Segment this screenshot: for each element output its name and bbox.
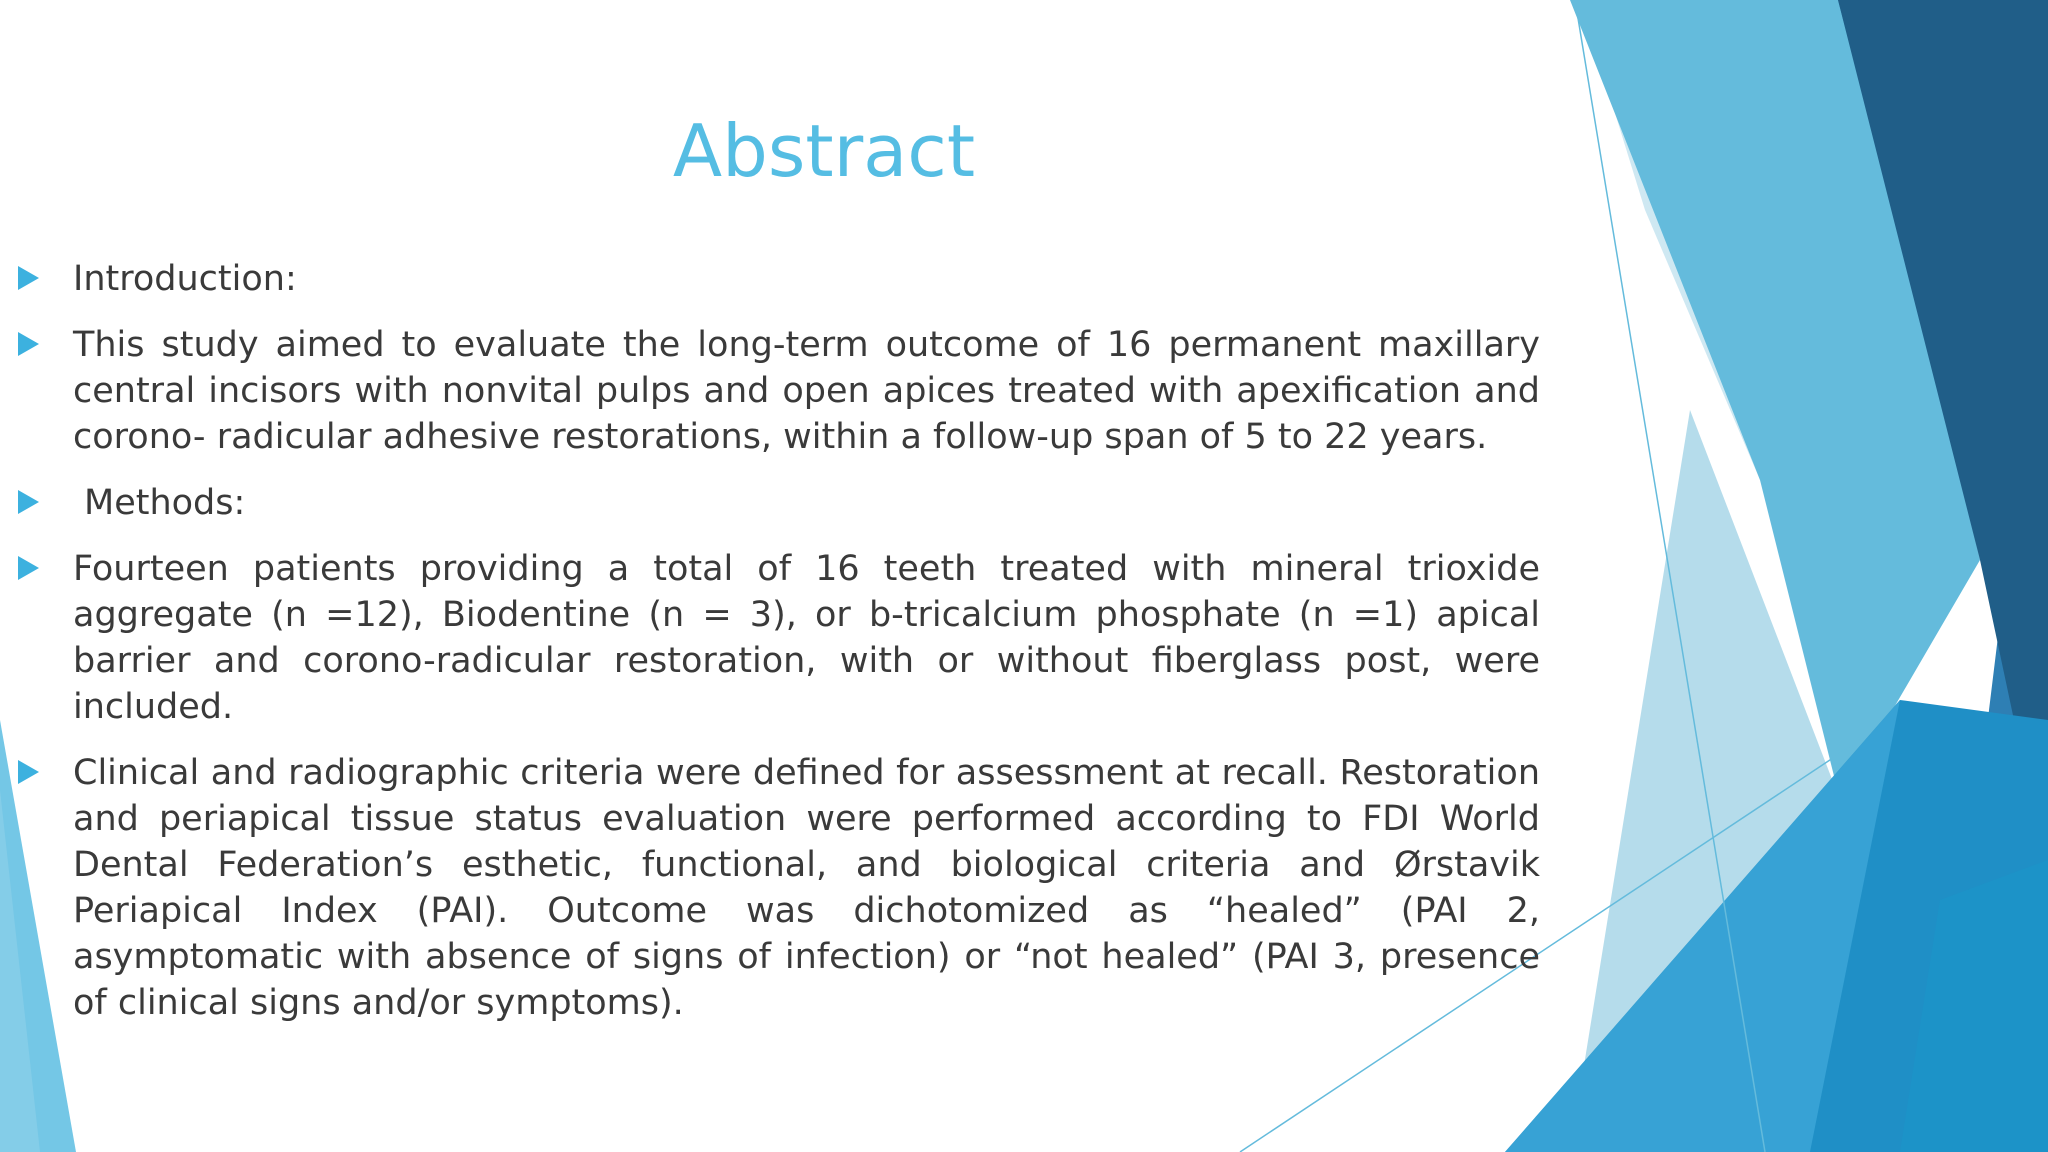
bullet-text: Methods: xyxy=(84,483,246,523)
triangle-right-icon xyxy=(18,490,39,514)
triangle-right-icon xyxy=(18,266,39,290)
bullet-item-patients xyxy=(0,546,1540,730)
triangle-right-icon xyxy=(18,556,39,580)
triangle-right-icon xyxy=(18,332,39,356)
bullet-item-criteria xyxy=(0,750,1540,1026)
slide-title: Abstract xyxy=(672,109,976,193)
bullet-item-introduction-heading xyxy=(0,256,1540,302)
bullet-text: Introduction: xyxy=(73,259,297,299)
bullet-text: Clinical and radiographic criteria were defined for assessment at recall. Restoration and periapical tissue status evaluation were performed according to FDI World Dental Federation’s esthetic, functional, and biological criteria and Ørstavik Periapical Index (PAI). Outcome was dichotomized as “healed” (PAI 2, asymptomatic with absence of signs of infection) or “not healed” (PAI 3, presence of clinical signs and/or symptoms). xyxy=(73,753,1540,1023)
bullet-item-study-aim xyxy=(0,322,1540,460)
bullet-text: This study aimed to evaluate the long-term outcome of 16 permanent maxillary central incisors with nonvital pulps and open apices treated with apexification and corono- radicular adhesive restorations, within a follow-up span of 5 to 22 years. xyxy=(73,325,1540,457)
bullet-text: Fourteen patients providing a total of 16 teeth treated with mineral trioxide aggregate (n =12), Biodentine (n = 3), or b-tricalcium phosphate (n =1) apical barrier and corono-radicular restoration, with or without fiberglass post, were included. xyxy=(73,549,1540,727)
triangle-right-icon xyxy=(18,760,39,784)
bullet-list xyxy=(0,256,1540,1046)
bullet-item-methods-heading xyxy=(0,480,1540,526)
